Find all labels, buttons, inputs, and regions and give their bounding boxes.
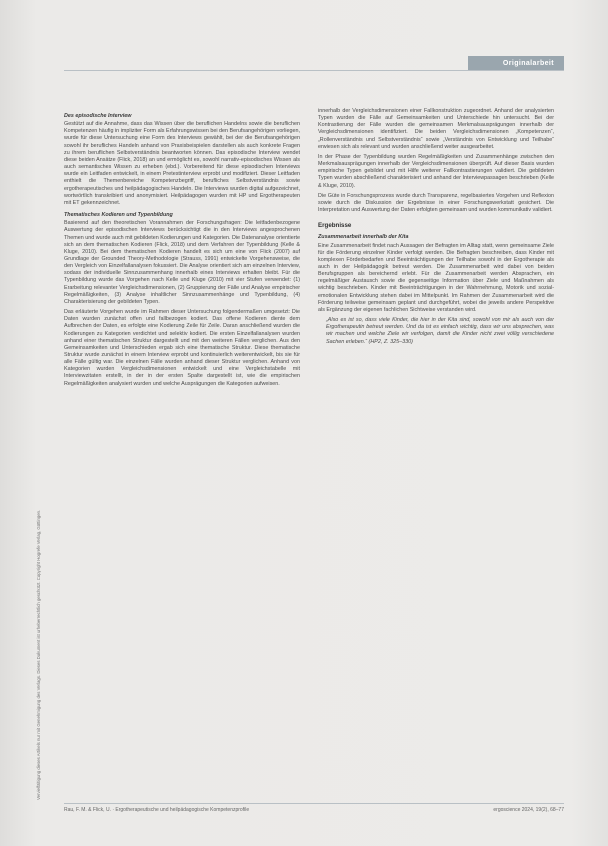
- subheading-collaboration: Zusammenarbeit innerhalb der Kita: [318, 234, 409, 241]
- interview-quote: „Also es ist so, dass viele Kinder, die hier in der Kita sind, sowohl von mir als auch von der Ergotherapeutin betreut werden. Und da ist es einfach wichtig, dass wir uns absprechen, was wir machen und welche Ziele wir verfolgen, damit die Kinder nicht zwei völlig verschiedene Sachen erleben.“ (HP2, Z. 325–330): [326, 317, 554, 345]
- footer-citation: Rau, F. M. & Flick, U. · Ergotherapeutische und heilpädagogische Kompetenzprofile: [64, 807, 250, 813]
- paragraph: In der Phase der Typenbildung wurden Regelmäßigkeiten und Zusammenhänge zwischen den Merkmalsausprägungen innerhalb der Vergleichsdimensionen überprüft. Auf dieser Basis wurden empirische Typen gebildet und mit Hilfe weiterer Fallkontrastierungen validiert. Die gebildeten Typen wurden abschließend charakterisiert und anhand der Interviewpassagen beschrieben (Kelle & Kluge, 2010).: [318, 153, 554, 189]
- paragraph: Basierend auf den theoretischen Vorannahmen der Forschungsfragen: Die leitfadenbezogene Auswertung der episodischen Interviews berücksichtigt die in den Interviews angesprochenen Themen und wurde auch mit gebildeten Kodierungen und Kategorien. Die Datenanalyse orientierte sich an dem thematischen Kodieren (Flick, 2018) und dem Verfahren der Typenbildung (Kelle & Kluge, 2010). Bei dem thematischen Kodieren handelt es sich um eine von Flick (2007) auf Grundlage der Grounded Theory-Methodologie (Strauss, 1991) entwickelte Vorgehensweise, die den Vergleich von Einzelfallanalysen fokussiert. Die Analyse orientiert sich am einzelnen Interview, sodass der individuelle Sinnzusammenhang innerhalb eines Interviews erhalten bleibt. Für die Typenbildung wurde das Vorgehen nach Kelle und Kluge (2010) mit vier Stufen verwendet: (1) Erarbeitung relevanter Vergleichsdimensionen, (2) Gruppierung der Fälle und Analyse empirischer Regelmäßigkeiten, (3) Analyse inhaltlicher Sinnzusammenhänge und Typenbildung, (4) Charakterisierung der gebildeten Typen.: [64, 220, 300, 305]
- paragraph: Gestützt auf die Annahme, dass das Wissen über die beruflichen Handelns sowie die beruflichen Kompetenzen häufig in impliziter Form als Erfahrungswissen bei den Berufsangehörigen vorliegen, wurde für diese Untersuchung eine Form des Interviews gewählt, bei der die Berufsangehörigen sowohl ihr berufliches Handeln anhand von Praxisbeispielen darstellen als auch konkrete Fragen zu ihrem beruflichen Selbstverständnis beantworten können. Das episodische Interview wendet diese beiden Ansätze (Flick, 2018) an und ermöglicht es, sowohl narrativ-episodisches Wissen als auch semantisches Wissen zu erheben (ebd.). Vorbereitend für diese episodischen Interviews wurde ein Leitfaden entwickelt, in einem Pretestinterview erprobt und modifiziert. Dieser Leitfaden enthielt die Themenbereiche Kompetenzbegriff, berufliches Selbstverständnis sowie ergotherapeutisches und heilpädagogisches Handeln. Die Interviews wurden digital aufgezeichnet, wortwörtlich transkribiert und anonymisiert. Heilpädagogen wurden mit HP und Ergotherapeuten mit ET gekennzeichnet.: [64, 121, 300, 206]
- section-tab: Originalarbeit: [468, 56, 564, 71]
- footer-rule: [64, 803, 564, 804]
- header-rule: [64, 70, 564, 71]
- paragraph: Eine Zusammenarbeit findet nach Aussagen der Befragten im Alltag statt, wenn gemeinsame Ziele für die Förderung einzelner Kinder verfolgt werden. Die Befragten beschreiben, dass Kinder mit komplexen Förderbedarfen und Beeinträchtigungen der Teilhabe sowohl in der Ergotherapie als auch in der Heilpädagogik betreut werden. Die Zusammenarbeit wird dabei von beiden Berufsgruppen als bereichernd erlebt. Für die Zusammenarbeit werden Absprachen, ein regelmäßiger Austausch sowie die gegenseitige Information über Ziele und Maßnahmen als wichtig beschrieben. Kinder mit Beeinträchtigungen in der Wahrnehmung, Motorik und sozial-emotionalen Entwicklung stehen dabei im Mittelpunkt. Im Rahmen der Zusammenarbeit wird die Förderung teilweise gemeinsam geplant und durchgeführt, wobei die jeweils andere Perspektive als Ergänzung der eigenen fachlichen Sichtweise verstanden wird.: [318, 242, 554, 313]
- subheading-coding: Thematisches Kodieren und Typenbildung: [64, 212, 173, 219]
- paragraph: Die Güte in Forschungsprozess wurde durch Transparenz, regelbasiertes Vorgehen und Reflexion sowie durch die Diskussion der Ergebnisse in einer Forschungswerkstatt gesichert. Die Interpretation und Auswertung der Daten erfolgten gemeinsam und wurden kommunikativ validiert.: [318, 192, 554, 214]
- subheading-episodic-interview: Des episodische Interview: [64, 113, 132, 119]
- footer-journal-info: ergoscience 2024, 19(2), 68–77: [493, 807, 564, 813]
- left-column: [64, 108, 300, 798]
- paragraph: Das erläuterte Vorgehen wurde im Rahmen dieser Untersuchung folgendermaßen umgesetzt: Die Daten wurden zunächst offen und fallbezogen kodiert. Das offene Kodieren diente dem Aufbrechen der Daten, es erfolgte eine Kodierung Zeile für Zeile. Daran anschließend wurden die Kodierungen zu Kategorien verdichtet und selektiv kodiert. Die ersten Einzelfallanalysen wurden anhand einer thematischen Struktur dargestellt und mit den weiteren Fällen verglichen. Aus den Gemeinsamkeiten und Unterschieden ergab sich eine thematische Struktur. Diese thematische Struktur wurde zunächst in einem Interview erprobt und kontinuierlich weiterentwickelt, bis sie für alle Fälle gültig war. Die einzelnen Fälle wurden anhand dieser Struktur verglichen. Anhand von Kategorien wurden Vergleichsdimensionen entwickelt und eine Vergleichstabelle mit Interviewzitaten erstellt, in der in der ersten Spalte dargestellt ist, wie die empirischen Regelmäßigkeiten analysiert wurden und welche Ausprägungen die Kategorien aufweisen.: [64, 309, 300, 387]
- right-column: [318, 108, 554, 798]
- paragraph: innerhalb der Vergleichsdimensionen einer Fallkonstruktion zugeordnet. Anhand der analysierten Typen wurden die Fälle auf Gemeinsamkeiten und Unterschiede hin untersucht. Bei der Kontrastierung der Fälle wurden die gemeinsamen Merkmalsausprägungen innerhalb der Vergleichsdimensionen identifiziert. Die beiden Vergleichsdimensionen „Kompetenzen“, „Rollenverständnis und Selbstverständnis“ sowie „Verständnis von Entwicklung und Teilhabe“ erwiesen sich als relevant und wurden anschließend weiter ausgearbeitet.: [318, 108, 554, 150]
- copyright-sidebar-note: Vervielfältigung dieses Artikels nur mit Genehmigung des Verlags. Dieses Dokument ist urheberrechtlich geschützt. Copyright Hogrefe Verlag, Göttingen.: [36, 509, 41, 800]
- section-heading-results: Ergebnisse: [318, 222, 352, 230]
